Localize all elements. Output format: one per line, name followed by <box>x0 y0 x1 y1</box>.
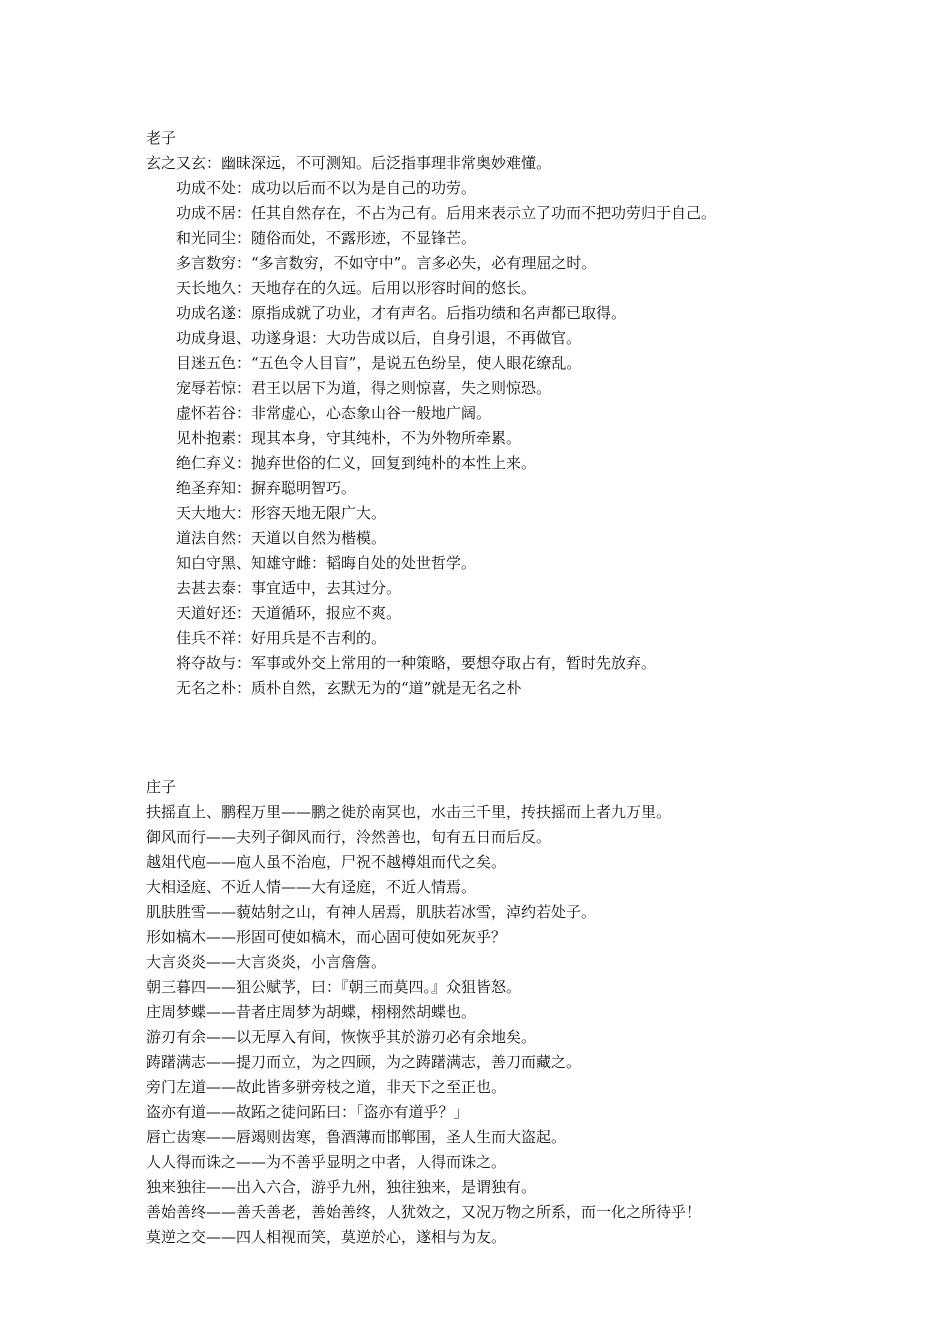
laozi-entry: 和光同尘：随俗而处，不露形迹，不显锋芒。 <box>176 229 477 247</box>
zhuangzi-entry: 踌躇满志——提刀而立，为之四顾，为之踌躇满志，善刀而藏之。 <box>146 1053 582 1071</box>
section-gap <box>146 701 926 775</box>
zhuangzi-entry: 肌肤胜雪——藐姑射之山，有神人居焉，肌肤若冰雪，淖约若处子。 <box>146 903 597 921</box>
laozi-entry: 功成名遂：原指成就了功业，才有声名。后指功绩和名声都已取得。 <box>176 304 627 322</box>
zhuangzi-entry: 越俎代庖——庖人虽不治庖，尸祝不越樽俎而代之矣。 <box>146 853 507 871</box>
zhuangzi-entry: 御风而行——夫列子御风而行，泠然善也，旬有五日而后反。 <box>146 828 552 846</box>
section-title-laozi: 老子 <box>146 129 177 147</box>
zhuangzi-entry: 盗亦有道——故跖之徒问跖曰：「盗亦有道乎？」 <box>146 1103 469 1121</box>
zhuangzi-entry: 朝三暮四——狙公赋芧，曰：『朝三而莫四。』众狙皆怒。 <box>146 978 522 996</box>
zhuangzi-entry: 游刃有余——以无厚入有间，恢恢乎其於游刃必有余地矣。 <box>146 1028 537 1046</box>
laozi-entry: 多言数穷：“多言数穷，不如守中”。言多必失，必有理屈之时。 <box>176 254 597 272</box>
laozi-entry: 功成身退、功遂身退：大功告成以后，自身引退，不再做官。 <box>176 329 582 347</box>
zhuangzi-entry: 旁门左道——故此皆多骈旁枝之道，非天下之至正也。 <box>146 1078 507 1096</box>
laozi-entry: 绝仁弃义：抛弃世俗的仁义，回复到纯朴的本性上来。 <box>176 454 537 472</box>
laozi-entry: 佳兵不祥：好用兵是不吉利的。 <box>176 629 387 647</box>
zhuangzi-entry: 大言炎炎——大言炎炎，小言詹詹。 <box>146 953 387 971</box>
laozi-entry: 功成不居：任其自然存在，不占为己有。后用来表示立了功而不把功劳归于自己。 <box>176 204 717 222</box>
laozi-entry: 目迷五色：“五色令人目盲”，是说五色纷呈，使人眼花缭乱。 <box>176 354 582 372</box>
laozi-entry: 天道好还：天道循环，报应不爽。 <box>176 604 402 622</box>
zhuangzi-entry: 唇亡齿寒——唇竭则齿寒，鲁酒薄而邯郸围，圣人生而大盗起。 <box>146 1128 567 1146</box>
laozi-entry: 无名之朴：质朴自然，玄默无为的“道”就是无名之朴 <box>176 679 522 697</box>
laozi-entry: 绝圣弃知：摒弃聪明智巧。 <box>176 479 357 497</box>
laozi-entry: 宠辱若惊：君王以居下为道，得之则惊喜，失之则惊恐。 <box>176 379 552 397</box>
zhuangzi-entry: 大相迳庭、不近人情——大有迳庭，不近人情焉。 <box>146 878 477 896</box>
laozi-entry: 虚怀若谷：非常虚心，心态象山谷一般地广阔。 <box>176 404 492 422</box>
laozi-entry: 道法自然：天道以自然为楷模。 <box>176 529 387 547</box>
zhuangzi-entry: 人人得而诛之——为不善乎显明之中者，人得而诛之。 <box>146 1153 507 1171</box>
laozi-entry-list <box>146 176 926 701</box>
zhuangzi-entry: 莫逆之交——四人相视而笑，莫逆於心，遂相与为友。 <box>146 1228 507 1246</box>
laozi-entry: 功成不处：成功以后而不以为是自己的功劳。 <box>176 179 477 197</box>
laozi-entry: 知白守黑、知雄守雌：韬晦自处的处世哲学。 <box>176 554 477 572</box>
zhuangzi-entry: 庄周梦蝶——昔者庄周梦为胡蝶，栩栩然胡蝶也。 <box>146 1003 477 1021</box>
laozi-entry: 见朴抱素：现其本身，守其纯朴，不为外物所牵累。 <box>176 429 522 447</box>
laozi-entry: 天大地大：形容天地无限广大。 <box>176 504 387 522</box>
zhuangzi-entry-list <box>146 800 926 1250</box>
laozi-entry: 将夺故与：军事或外交上常用的一种策略，要想夺取占有，暂时先放弃。 <box>176 654 657 672</box>
document-page <box>146 126 926 1250</box>
laozi-entry: 天长地久：天地存在的久远。后用以形容时间的悠长。 <box>176 279 537 297</box>
laozi-entry: 去甚去泰：事宜适中，去其过分。 <box>176 579 402 597</box>
zhuangzi-entry: 善始善终——善夭善老，善始善终，人犹效之，又况万物之所系，而一化之所待乎！ <box>146 1203 702 1221</box>
section-title-zhuangzi: 庄子 <box>146 778 177 796</box>
zhuangzi-entry: 扶摇直上、鹏程万里——鹏之徙於南冥也，水击三千里，抟扶摇而上者九万里。 <box>146 803 672 821</box>
zhuangzi-entry: 形如槁木——形固可使如槁木，而心固可使如死灰乎？ <box>146 928 507 946</box>
laozi-intro: 玄之又玄：幽昧深远，不可测知。后泛指事理非常奥妙难懂。 <box>146 154 552 172</box>
zhuangzi-entry: 独来独往——出入六合，游乎九州，独往独来，是谓独有。 <box>146 1178 537 1196</box>
